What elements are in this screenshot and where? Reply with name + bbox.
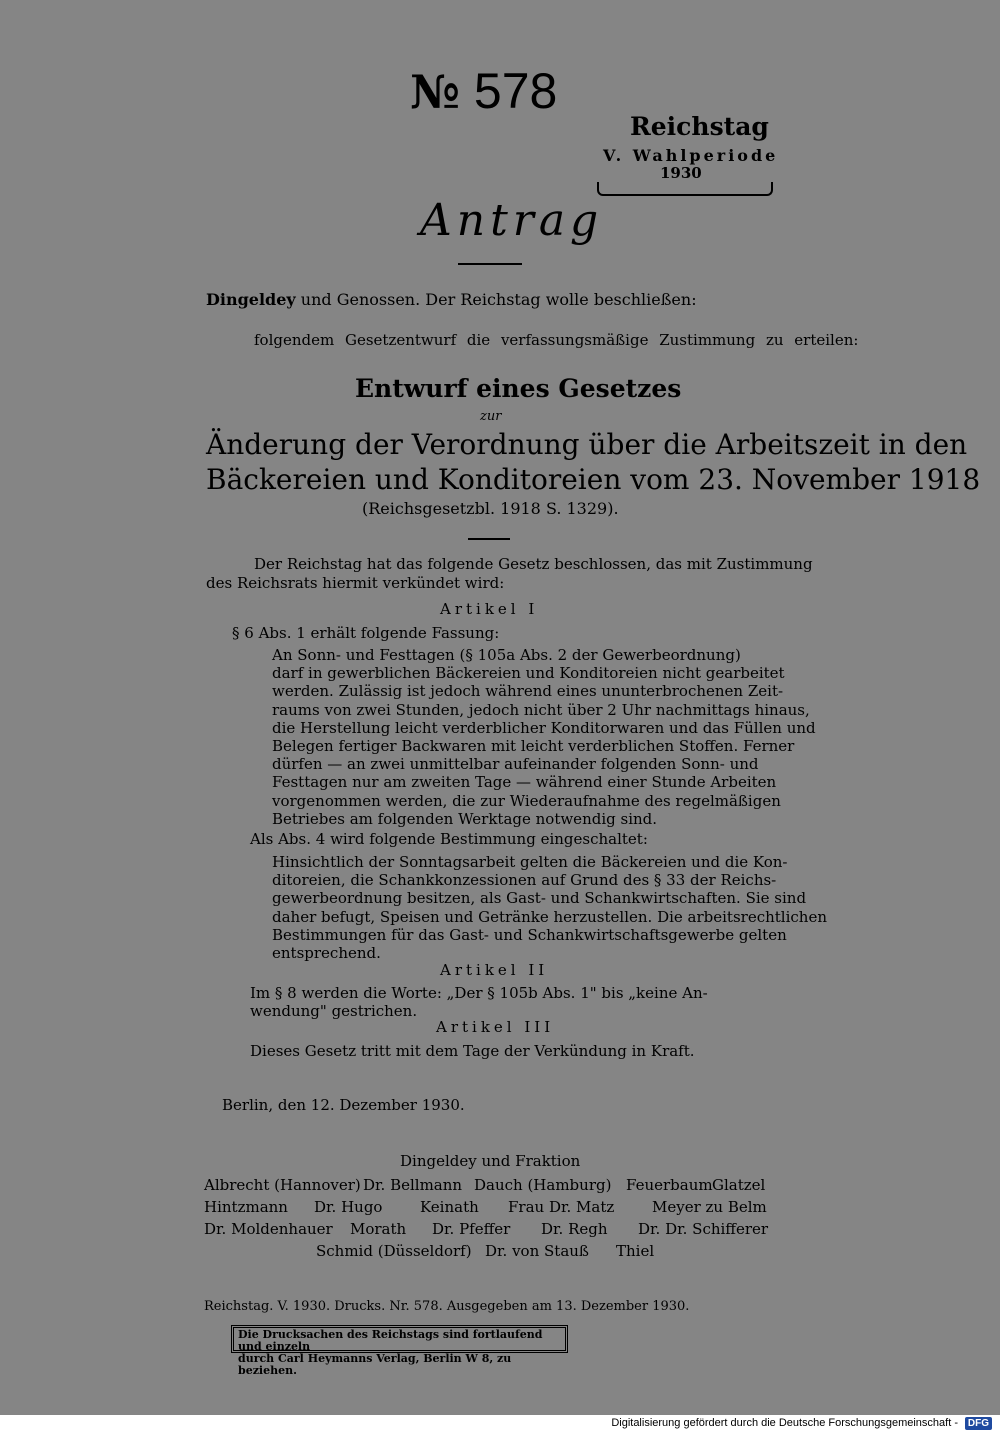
bill-title-line2: Bäckereien und Konditoreien vom 23. November 1918 bbox=[206, 463, 981, 496]
digitization-credit: Digitalisierung gefördert durch die Deutsche Forschungsgemeinschaft - bbox=[611, 1417, 958, 1429]
signature-name: Schmid (Düsseldorf) bbox=[316, 1242, 472, 1260]
intro-rest: und Genossen. Der Reichstag wolle beschließen: bbox=[295, 290, 697, 309]
article-1-abs4-text bbox=[272, 853, 827, 962]
number-sign: № bbox=[410, 65, 460, 119]
signatures-heading: Dingeldey und Fraktion bbox=[400, 1152, 581, 1170]
article-1-text-line: An Sonn- und Festtagen (§ 105a Abs. 2 der Gewerbeordnung) bbox=[272, 646, 741, 664]
document-title: Antrag bbox=[420, 195, 604, 246]
signature-name: Dr. Dr. Schifferer bbox=[638, 1220, 769, 1238]
article-1-abs4-line: ditoreien, die Schankkonzessionen auf Grund des § 33 der Reichs- bbox=[272, 871, 777, 890]
article-1-text-line: dürfen — an zwei unmittelbar aufeinander folgenden Sonn- und bbox=[272, 755, 759, 774]
dfg-logo[interactable]: DFG bbox=[965, 1417, 992, 1430]
signature-name: Dauch (Hamburg) bbox=[474, 1176, 612, 1194]
article-1-text-line: vorgenommen werden, die zur Wiederaufnahme des regelmäßigen bbox=[272, 791, 781, 810]
article-1-intro: § 6 Abs. 1 erhält folgende Fassung: bbox=[232, 624, 500, 642]
article-1-text-line: Betriebes am folgenden Werktage notwendig sind. bbox=[272, 809, 658, 828]
article-3-heading: Artikel III bbox=[436, 1018, 555, 1036]
stamp-line1: Die Drucksachen des Reichstags sind fortlaufend und einzeln bbox=[238, 1328, 543, 1353]
document-number bbox=[410, 62, 557, 120]
signature-name: Meyer zu Belm bbox=[652, 1198, 767, 1216]
stamp-line2: durch Carl Heymanns Verlag, Berlin W 8, zu beziehen. bbox=[238, 1352, 512, 1377]
signature-name: Dr. Hugo bbox=[314, 1198, 383, 1216]
imprint-line: Reichstag. V. 1930. Drucks. Nr. 578. Ausgegeben am 13. Dezember 1930. bbox=[204, 1299, 690, 1314]
header-bracket bbox=[597, 182, 773, 196]
resolution-line: folgendem Gesetzentwurf die verfassungsmäßige Zustimmung zu erteilen: bbox=[254, 331, 859, 349]
article-1-abs4-line: gewerbeordnung besitzen, als Gast- und Schankwirtschaften. Sie sind bbox=[272, 889, 807, 908]
article-1-text-line: werden. Zulässig ist jedoch während eines ununterbrochenen Zeit- bbox=[272, 682, 784, 701]
signature-name: Glatzel bbox=[712, 1176, 766, 1194]
article-1-abs4-line: Hinsichtlich der Sonntagsarbeit gelten die Bäckereien und die Kon- bbox=[272, 853, 788, 871]
article-2-text-line1: Im § 8 werden die Worte: „Der § 105b Abs. 1" bis „keine An- bbox=[250, 984, 708, 1002]
article-1-heading: Artikel I bbox=[440, 600, 539, 618]
bill-title-line1: Änderung der Verordnung über die Arbeitszeit in den bbox=[206, 428, 968, 461]
bill-heading: Entwurf eines Gesetzes bbox=[355, 374, 682, 403]
signature-name: Hintzmann bbox=[204, 1198, 288, 1216]
article-1-abs4-line: daher befugt, Speisen und Getränke herzustellen. Die arbeitsrechtlichen bbox=[272, 907, 827, 926]
article-2-heading: Artikel II bbox=[440, 961, 549, 979]
distribution-stamp bbox=[231, 1325, 568, 1377]
intro-line bbox=[206, 290, 697, 309]
signature-name: Dr. Regh bbox=[541, 1220, 608, 1238]
wahlperiode-year: 1930 bbox=[660, 164, 702, 182]
reichstag-label: Reichstag bbox=[630, 112, 769, 141]
signature-name: Dr. von Stauß bbox=[485, 1242, 589, 1260]
preamble-line1: Der Reichstag hat das folgende Gesetz beschlossen, das mit Zustimmung bbox=[254, 555, 813, 573]
title-divider bbox=[458, 263, 522, 265]
article-2-text-line2: wendung" gestrichen. bbox=[250, 1002, 418, 1020]
article-1-text-line: die Herstellung leicht verderblicher Konditorwaren und das Füllen und bbox=[272, 718, 816, 737]
article-1-abs4-line: entsprechend. bbox=[272, 944, 381, 963]
signature-name: Feuerbaum bbox=[626, 1176, 713, 1194]
article-1-text bbox=[272, 646, 816, 828]
signature-name: Dr. Bellmann bbox=[363, 1176, 463, 1194]
article-1-text-line: Festtagen nur am zweiten Tage — während einer Stunde Arbeiten bbox=[272, 773, 777, 792]
number-value: 578 bbox=[473, 63, 558, 119]
bill-reference: (Reichsgesetzbl. 1918 S. 1329). bbox=[362, 499, 619, 518]
signature-name: Frau Dr. Matz bbox=[508, 1198, 615, 1216]
signature-name: Dr. Moldenhauer bbox=[204, 1220, 333, 1238]
article-1-abs4-intro: Als Abs. 4 wird folgende Bestimmung eingeschaltet: bbox=[250, 830, 648, 848]
proposer-name: Dingeldey bbox=[206, 290, 296, 309]
bill-divider bbox=[468, 538, 510, 540]
signature-name: Keinath bbox=[420, 1198, 479, 1216]
article-1-text-line: Belegen fertiger Backwaren mit leicht verderblichen Stoffen. Ferner bbox=[272, 737, 795, 756]
wahlperiode-label: V. Wahlperiode bbox=[603, 146, 779, 165]
article-1-text-line: raums von zwei Stunden, jedoch nicht über 2 Uhr nachmittags hinaus, bbox=[272, 700, 810, 719]
signature-name: Thiel bbox=[616, 1242, 655, 1260]
preamble-line2: des Reichsrats hiermit verkündet wird: bbox=[206, 574, 505, 592]
bill-zur: zur bbox=[480, 409, 502, 424]
viewer-footer bbox=[0, 1415, 1000, 1434]
article-1-abs4-line: Bestimmungen für das Gast- und Schankwirtschaftsgewerbe gelten bbox=[272, 925, 787, 944]
article-1-text-line: darf in gewerblichen Bäckereien und Konditoreien nicht gearbeitet bbox=[272, 664, 785, 683]
date-line: Berlin, den 12. Dezember 1930. bbox=[222, 1096, 465, 1114]
signature-name: Dr. Pfeffer bbox=[432, 1220, 511, 1238]
signature-name: Albrecht (Hannover) bbox=[204, 1176, 361, 1194]
article-3-text: Dieses Gesetz tritt mit dem Tage der Verkündung in Kraft. bbox=[250, 1042, 695, 1060]
signature-name: Morath bbox=[350, 1220, 407, 1238]
